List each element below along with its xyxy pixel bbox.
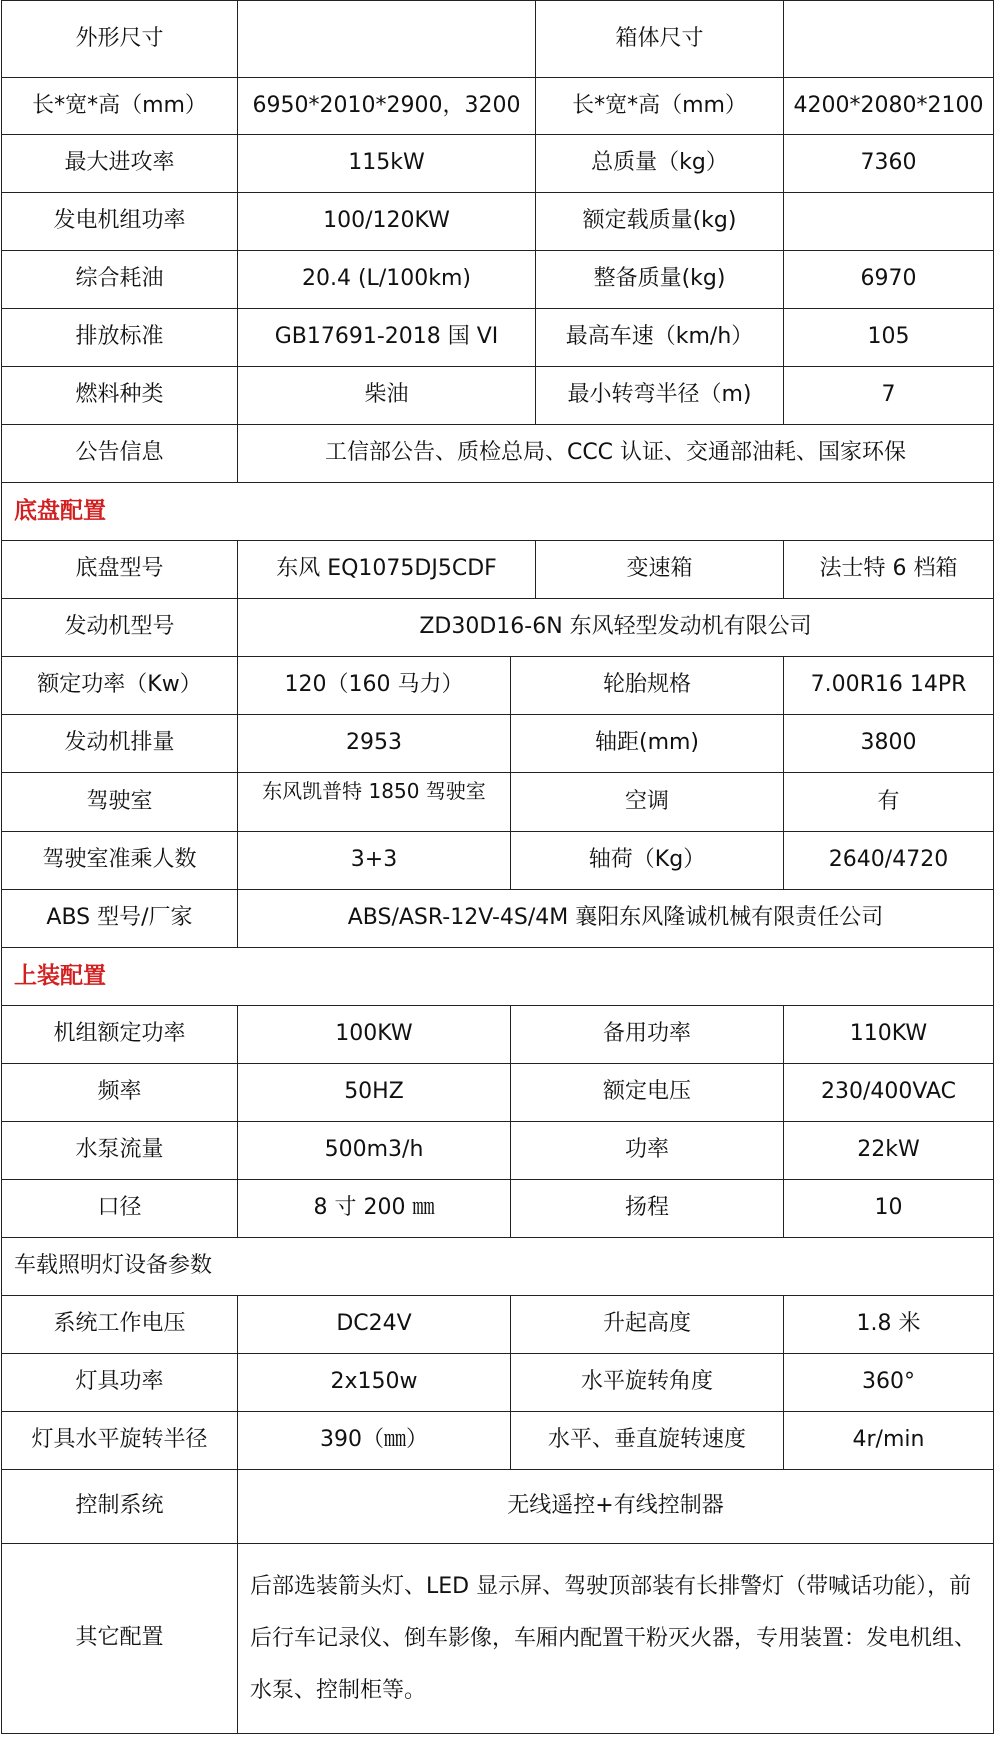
spec-label-cell: 功率	[510, 1121, 784, 1180]
spec-label-cell: 控制系统	[1, 1469, 238, 1544]
spec-value-cell: 法士特 6 档箱	[783, 540, 994, 599]
spec-value-cell: 1.8 米	[783, 1295, 994, 1354]
spec-label-cell: 额定载质量(kg)	[535, 192, 784, 251]
spec-value-cell: 50HZ	[237, 1063, 511, 1122]
spec-table	[1, 0, 993, 1733]
spec-value-cell: ABS/ASR-12V-4S/4M 襄阳东风隆诚机械有限责任公司	[237, 889, 994, 948]
spec-label-cell: 额定电压	[510, 1063, 784, 1122]
spec-label-cell: 底盘型号	[1, 540, 238, 599]
spec-value-cell: 柴油	[237, 366, 536, 425]
spec-value-cell: 230/400VAC	[783, 1063, 994, 1122]
spec-label-cell: 外形尺寸	[1, 0, 238, 78]
spec-label-cell: 排放标准	[1, 308, 238, 367]
spec-label-cell: 驾驶室准乘人数	[1, 831, 238, 890]
section-header: 上装配置	[1, 947, 994, 1006]
spec-value-cell: 110KW	[783, 1005, 994, 1064]
spec-label-cell: 灯具功率	[1, 1353, 238, 1412]
spec-value-cell: 3+3	[237, 831, 511, 890]
spec-value-cell: 7.00R16 14PR	[783, 656, 994, 715]
spec-label-cell: 额定功率（Kw）	[1, 656, 238, 715]
spec-value-cell: 4r/min	[783, 1411, 994, 1470]
spec-value-cell: 100/120KW	[237, 192, 536, 251]
spec-label-cell: 机组额定功率	[1, 1005, 238, 1064]
spec-label-cell: 扬程	[510, 1179, 784, 1238]
spec-value-cell: 8 寸 200 ㎜	[237, 1179, 511, 1238]
spec-value-cell: 500m3/h	[237, 1121, 511, 1180]
spec-label-cell: 驾驶室	[1, 772, 238, 832]
spec-value-cell: 3800	[783, 714, 994, 773]
spec-value-cell: 2x150w	[237, 1353, 511, 1412]
spec-label-cell: 轮胎规格	[510, 656, 784, 715]
spec-value-cell: 20.4 (L/100km)	[237, 250, 536, 309]
spec-value-cell: ZD30D16-6N 东风轻型发动机有限公司	[237, 598, 994, 657]
spec-value-cell: 4200*2080*2100	[783, 77, 994, 135]
spec-label-cell: 系统工作电压	[1, 1295, 238, 1354]
spec-label-cell: 燃料种类	[1, 366, 238, 425]
spec-value-cell: 360°	[783, 1353, 994, 1412]
spec-value-cell: 6950*2010*2900，3200	[237, 77, 536, 135]
spec-label-cell: 口径	[1, 1179, 238, 1238]
spec-value-cell: 10	[783, 1179, 994, 1238]
spec-label-cell: 发动机型号	[1, 598, 238, 657]
spec-value-cell: 115kW	[237, 134, 536, 193]
spec-label-cell: 水泵流量	[1, 1121, 238, 1180]
spec-value-cell: 2953	[237, 714, 511, 773]
spec-label-cell: 综合耗油	[1, 250, 238, 309]
spec-label-cell: 公告信息	[1, 424, 238, 483]
spec-value-cell: 工信部公告、质检总局、CCC 认证、交通部油耗、国家环保	[237, 424, 994, 483]
section-header: 底盘配置	[1, 482, 994, 541]
spec-label-cell: 长*宽*高（mm）	[535, 77, 784, 135]
spec-value-cell: 后部选装箭头灯、LED 显示屏、驾驶顶部装有长排警灯（带喊话功能），前后行车记录仪、倒车影像，车厢内配置干粉灭火器，专用装置：发电机组、水泵、控制柜等。	[237, 1543, 994, 1734]
spec-value-cell: 6970	[783, 250, 994, 309]
spec-label-cell: 箱体尺寸	[535, 0, 784, 78]
spec-label-cell: 其它配置	[1, 1543, 238, 1734]
spec-label-cell: 最高车速（km/h）	[535, 308, 784, 367]
spec-label-cell: 灯具水平旋转半径	[1, 1411, 238, 1470]
spec-label-cell: 长*宽*高（mm）	[1, 77, 238, 135]
spec-label-cell: 总质量（kg）	[535, 134, 784, 193]
spec-label-cell: 备用功率	[510, 1005, 784, 1064]
spec-label-cell: 变速箱	[535, 540, 784, 599]
spec-label-cell: 整备质量(kg)	[535, 250, 784, 309]
spec-value-cell: 7	[783, 366, 994, 425]
spec-value-cell: 东风 EQ1075DJ5CDF	[237, 540, 536, 599]
spec-value-cell: 有	[783, 772, 994, 832]
spec-value-cell: DC24V	[237, 1295, 511, 1354]
spec-value-cell	[237, 0, 536, 78]
spec-value-cell: 120（160 马力）	[237, 656, 511, 715]
spec-value-cell: 2640/4720	[783, 831, 994, 890]
spec-value-cell: 7360	[783, 134, 994, 193]
section-header: 车载照明灯设备参数	[1, 1237, 994, 1296]
spec-label-cell: 轴荷（Kg）	[510, 831, 784, 890]
spec-label-cell: 升起高度	[510, 1295, 784, 1354]
spec-label-cell: 水平旋转角度	[510, 1353, 784, 1412]
spec-value-cell: 105	[783, 308, 994, 367]
spec-value-cell: 390（㎜）	[237, 1411, 511, 1470]
spec-label-cell: 最大进攻率	[1, 134, 238, 193]
spec-value-cell: 无线遥控+有线控制器	[237, 1469, 994, 1544]
spec-label-cell: 频率	[1, 1063, 238, 1122]
spec-label-cell: 轴距(mm)	[510, 714, 784, 773]
spec-label-cell: 水平、垂直旋转速度	[510, 1411, 784, 1470]
spec-value-cell: 100KW	[237, 1005, 511, 1064]
spec-value-cell	[783, 0, 994, 78]
spec-value-cell: GB17691-2018 国 VI	[237, 308, 536, 367]
spec-label-cell: 发动机排量	[1, 714, 238, 773]
spec-value-cell	[783, 192, 994, 251]
spec-label-cell: 最小转弯半径（m)	[535, 366, 784, 425]
spec-value-cell: 22kW	[783, 1121, 994, 1180]
spec-label-cell: 空调	[510, 772, 784, 832]
spec-label-cell: 发电机组功率	[1, 192, 238, 251]
spec-label-cell: ABS 型号/厂家	[1, 889, 238, 948]
spec-value-cell: 东风凯普特 1850 驾驶室	[237, 772, 511, 832]
